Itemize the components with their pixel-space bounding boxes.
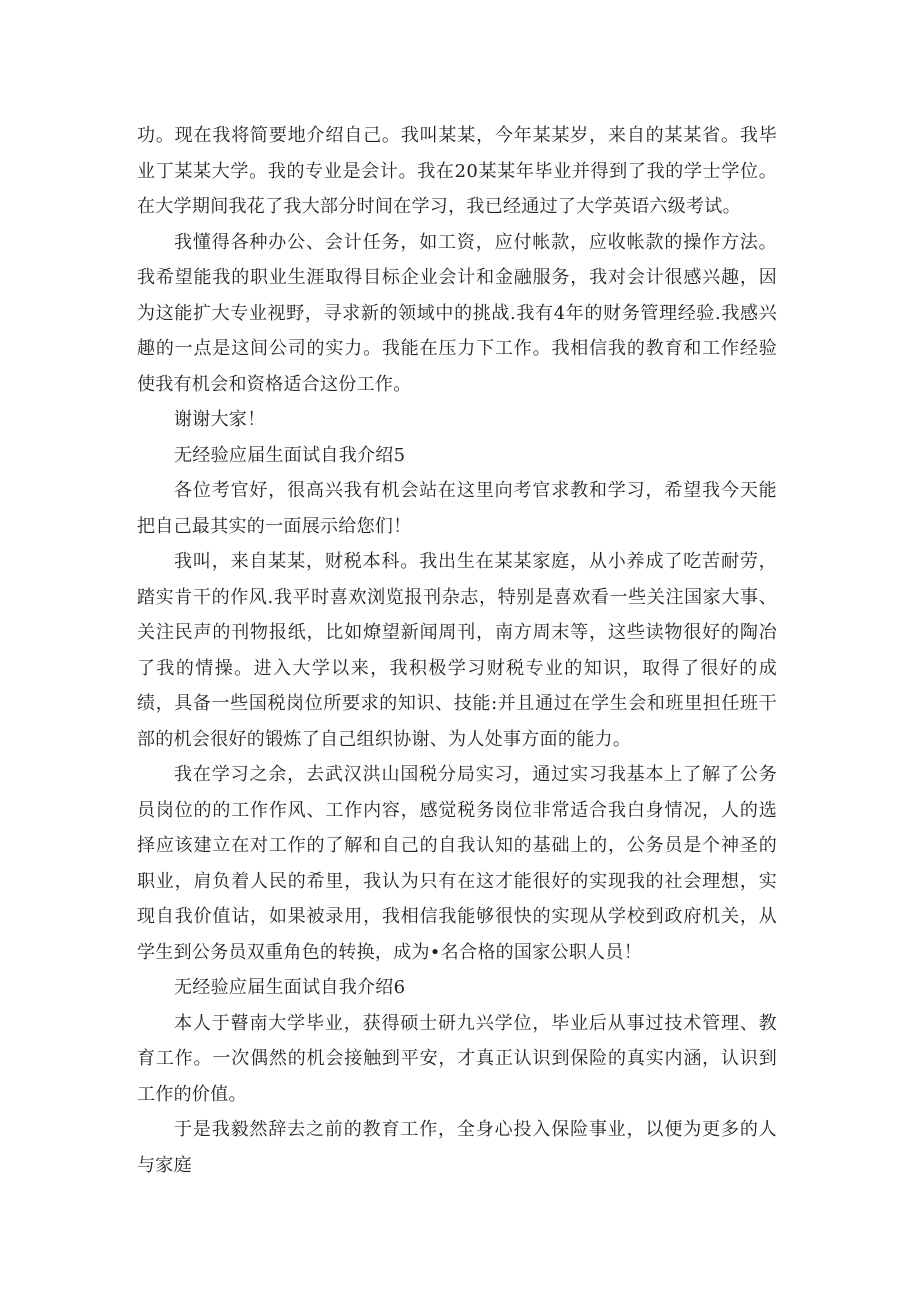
- paragraph-skills: 我懂得各种办公、会计任务，如工资，应付帐款，应收帐款的操作方法。我希望能我的职业生涯取得目标企业会计和金融服务，我对会计很感兴趣，因为这能扩大专业视野，寻求新的领域中的挑战.我有4年的财务管理经验.我感兴趣的一点是这间公司的实力。我能在压力下工作。我相信我的教育和工作经验使我有机会和资格适合这份工作。: [137, 231, 777, 395]
- paragraph-education: 本人于瞽南大学毕业，获得硕士研九兴学位，毕业后从事过技术管理、教育工作。一次偶然的机会接触到平安，才真正认识到保险的真实内涵，认识到工作的价值。: [137, 1012, 777, 1105]
- section-heading-6: 无经验应届生面试自我介绍6: [174, 977, 406, 998]
- paragraph-self-intro-continued: 功。现在我将简要地介绍自己。我叫某某，今年某某岁，来自的某某省。我毕业丁某某大学。我的专业是会计。我在20某某年毕业并得到了我的学士学位。在大学期间我花了我大部分时间在学习，我已经通过了大学英语六级考试。: [137, 125, 777, 217]
- paragraph-career-change: 于是我毅然辞去之前的教育工作，全身心投入保险事业，以便为更多的人与家庭: [137, 1119, 777, 1176]
- section-heading-5: 无经验应届生面试自我介绍5: [174, 444, 406, 466]
- document-body: [137, 118, 777, 1183]
- paragraph-greeting: 各位考官好，很高兴我有机会站在这里向考官求教和学习，希望我今天能把自己最其实的一面展示给您们！: [137, 480, 777, 537]
- paragraph-thanks: 谢谢大家！: [174, 409, 266, 430]
- paragraph-internship: 我在学习之余，去武汉洪山国税分局实习，通过实习我基本上了解了公务员岗位的的工作作风、工作内容，感觉税务岗位非常适合我白身情况，人的选择应该建立在对工作的了解和自己的自我认知的基础上的，公务员是个神圣的职业，肩负着人民的希里，我认为只有在这才能很好的实现我的社会理想，实现自我价值诂，如果被录用，我相信我能够很快的实现从学校到政府机关，从学生到公务员双重角色的转换，成为•名合格的国家公职人员！: [137, 764, 777, 963]
- paragraph-background: 我叫，来自某某，财税本科。我出生在某某家庭，从小养成了吃苦耐劳，踏实肯干的作风.我平时喜欢浏览报刊杂志，特别是喜欢看一些关注国家大事、关注民声的刊物报纸，比如燎望新闻周刊，南方周末等，这些读物很好的陶冶了我的情操。进入大学以来，我积极学习财税专业的知识，取得了很好的成绩，具备一些国税岗位所要求的知识、技能:并且通过在学生会和班里担任班干部的机会很好的锻炼了自己组织协谢、为人处事方面的能力。: [137, 551, 777, 750]
